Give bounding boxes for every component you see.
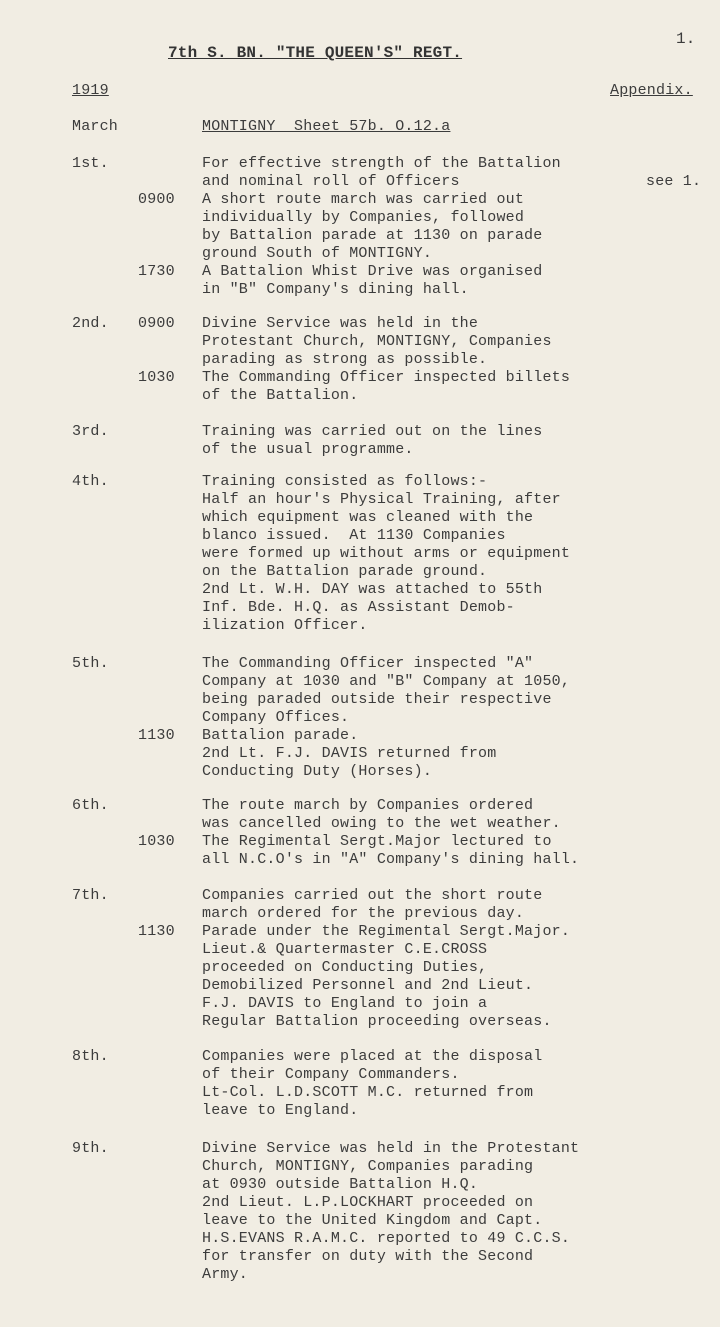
entry-date: 8th. — [72, 1048, 109, 1065]
margin-note: see 1. — [646, 173, 702, 190]
entry-text-line: parading as strong as possible. — [202, 351, 488, 368]
entry-time: 0900 — [138, 191, 175, 208]
entry-date: 4th. — [72, 473, 109, 490]
entry-text-line: For effective strength of the Battalion — [202, 155, 561, 172]
entry-text-line: leave to England. — [202, 1102, 359, 1119]
entry-text-line: Divine Service was held in the Protestant — [202, 1140, 580, 1157]
entry-text-line: Demobilized Personnel and 2nd Lieut. — [202, 977, 534, 994]
entry-date: 5th. — [72, 655, 109, 672]
entry-text-line: The Commanding Officer inspected billets — [202, 369, 571, 386]
entry-time: 1130 — [138, 923, 175, 940]
entry-text-line: F.J. DAVIS to England to join a — [202, 995, 488, 1012]
entry-text-line: was cancelled owing to the wet weather. — [202, 815, 561, 832]
entry-text-line: The Regimental Sergt.Major lectured to — [202, 833, 552, 850]
entry-text-line: leave to the United Kingdom and Capt. — [202, 1212, 543, 1229]
entry-date: 1st. — [72, 155, 109, 172]
entry-text-line: for transfer on duty with the Second — [202, 1248, 534, 1265]
entry-text-line: Battalion parade. — [202, 727, 359, 744]
entry-text-line: of their Company Commanders. — [202, 1066, 460, 1083]
month-label: March — [72, 118, 119, 135]
entry-text-line: Training was carried out on the lines — [202, 423, 543, 440]
entry-time: 1030 — [138, 369, 175, 386]
entry-text-line: at 0930 outside Battalion H.Q. — [202, 1176, 479, 1193]
entry-text-line: Training consisted as follows:- — [202, 473, 488, 490]
entry-text-line: of the Battalion. — [202, 387, 359, 404]
entry-text-line: Half an hour's Physical Training, after — [202, 491, 561, 508]
entry-text-line: individually by Companies, followed — [202, 209, 525, 226]
entry-date: 3rd. — [72, 423, 109, 440]
entry-text-line: ilization Officer. — [202, 617, 368, 634]
entry-text-line: A Battalion Whist Drive was organised — [202, 263, 543, 280]
entry-text-line: Conducting Duty (Horses). — [202, 763, 433, 780]
entry-date: 7th. — [72, 887, 109, 904]
entry-time: 1030 — [138, 833, 175, 850]
entry-text-line: Companies carried out the short route — [202, 887, 543, 904]
entry-text-line: The Commanding Officer inspected "A" — [202, 655, 534, 672]
entry-time: 1130 — [138, 727, 175, 744]
entry-date: 2nd. — [72, 315, 109, 332]
entry-text-line: Inf. Bde. H.Q. as Assistant Demob- — [202, 599, 515, 616]
entry-text-line: ground South of MONTIGNY. — [202, 245, 433, 262]
entry-date: 6th. — [72, 797, 109, 814]
entry-text-line: 2nd Lt. W.H. DAY was attached to 55th — [202, 581, 543, 598]
entry-text-line: Company at 1030 and "B" Company at 1050, — [202, 673, 571, 690]
entry-text-line: Lt-Col. L.D.SCOTT M.C. returned from — [202, 1084, 534, 1101]
entry-date: 9th. — [72, 1140, 109, 1157]
entry-text-line: of the usual programme. — [202, 441, 414, 458]
entry-text-line: 2nd Lt. F.J. DAVIS returned from — [202, 745, 497, 762]
appendix-label: Appendix. — [610, 82, 693, 99]
entry-text-line: Parade under the Regimental Sergt.Major. — [202, 923, 571, 940]
entry-text-line: all N.C.O's in "A" Company's dining hall. — [202, 851, 580, 868]
entry-text-line: blanco issued. At 1130 Companies — [202, 527, 506, 544]
entry-text-line: Company Offices. — [202, 709, 350, 726]
entry-text-line: 2nd Lieut. L.P.LOCKHART proceeded on — [202, 1194, 534, 1211]
entry-text-line: which equipment was cleaned with the — [202, 509, 534, 526]
entry-text-line: Divine Service was held in the — [202, 315, 479, 332]
entry-text-line: on the Battalion parade ground. — [202, 563, 488, 580]
entry-text-line: being paraded outside their respective — [202, 691, 552, 708]
entry-text-line: by Battalion parade at 1130 on parade — [202, 227, 543, 244]
entry-text-line: and nominal roll of Officers — [202, 173, 460, 190]
entry-text-line: Companies were placed at the disposal — [202, 1048, 543, 1065]
entry-text-line: Lieut.& Quartermaster C.E.CROSS — [202, 941, 488, 958]
entry-text-line: Regular Battalion proceeding overseas. — [202, 1013, 552, 1030]
year-heading: 1919 — [72, 82, 109, 99]
entry-text-line: Church, MONTIGNY, Companies parading — [202, 1158, 534, 1175]
entry-time: 1730 — [138, 263, 175, 280]
page-number: 1. — [676, 30, 696, 48]
entry-text-line: A short route march was carried out — [202, 191, 525, 208]
entry-text-line: march ordered for the previous day. — [202, 905, 525, 922]
entry-time: 0900 — [138, 315, 175, 332]
location-heading: MONTIGNY Sheet 57b. O.12.a — [202, 118, 451, 135]
entry-text-line: H.S.EVANS R.A.M.C. reported to 49 C.C.S. — [202, 1230, 571, 1247]
entry-text-line: were formed up without arms or equipment — [202, 545, 571, 562]
entry-text-line: in "B" Company's dining hall. — [202, 281, 469, 298]
entry-text-line: Army. — [202, 1266, 249, 1283]
entry-text-line: Protestant Church, MONTIGNY, Companies — [202, 333, 552, 350]
entry-text-line: proceeded on Conducting Duties, — [202, 959, 488, 976]
entry-text-line: The route march by Companies ordered — [202, 797, 534, 814]
page-title: 7th S. BN. "THE QUEEN'S" REGT. — [168, 44, 463, 62]
